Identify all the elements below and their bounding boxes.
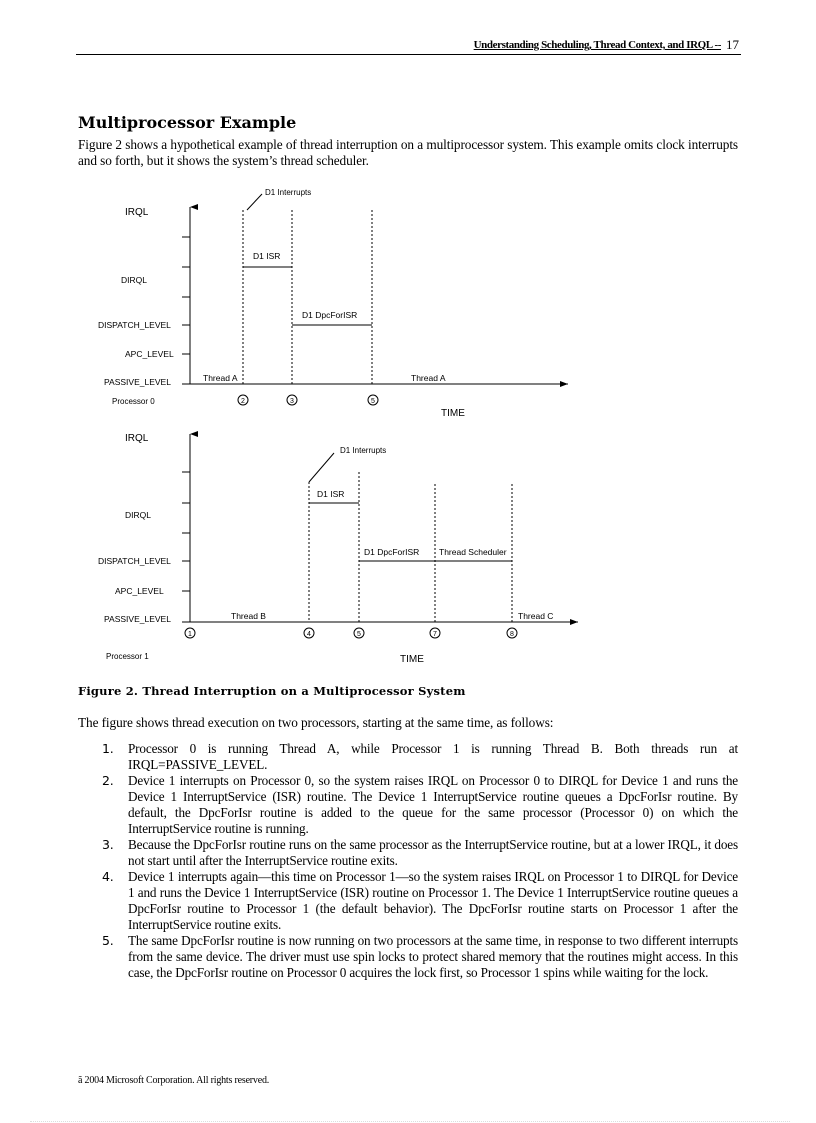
p1-marker-number: 5: [357, 631, 361, 638]
p1-level-passive: PASSIVE_LEVEL: [104, 614, 171, 624]
p1-level-dirql: DIRQL: [125, 510, 151, 520]
section-title: Multiprocessor Example: [78, 113, 297, 132]
list-item-text: Device 1 interrupts again—this time on Processor 1—so the system raises IRQL on Processor 1 to DIRQL for Device 1 and runs the Device 1 InterruptService (ISR) routine on Processor 1. The Device 1 InterruptService routine queues a DpcForIsr routine to Processor 1 (the default behavior). The DpcForIsr routine starts on Processor 1 after the InterruptService routine exits.: [128, 869, 738, 932]
p1-marker: [430, 628, 440, 638]
p1-isr-label: D1 ISR: [317, 489, 345, 499]
p0-marker-number: 3: [290, 398, 294, 405]
figure-caption: Figure 2. Thread Interruption on a Multiprocessor System: [78, 684, 466, 698]
processor1-chart: [98, 433, 578, 665]
list-item-number: 3.: [102, 837, 114, 852]
p0-level-dispatch: DISPATCH_LEVEL: [98, 320, 171, 330]
p1-irql-label: IRQL: [125, 433, 149, 444]
list-item: [78, 933, 738, 981]
page-number: 17: [726, 37, 739, 52]
list-item-text: The same DpcForIsr routine is now running on two processors at the same time, in response to two different interrupts from the same device. The driver must use spin locks to protect shared memory that the routines might access. In this case, the DpcForIsr routine on Processor 0 acquires the lock first, so Processor 1 spins while waiting for the lock.: [128, 933, 738, 980]
list-item-text: Device 1 interrupts on Processor 0, so the system raises IRQL on Processor 0 to DIRQL for Device 1 and runs the Device 1 InterruptService (ISR) routine. The Device 1 InterruptService routine queues a DpcForIsr routine. By default, the DpcForIsr routine is added to the queue for the same processor (Processor 0) on which the InterruptService routine is running.: [128, 773, 738, 836]
p1-thread-end: Thread C: [518, 611, 554, 621]
p1-marker: [354, 628, 364, 638]
p1-marker-number: 1: [188, 631, 192, 638]
list-item-number: 2.: [102, 773, 114, 788]
p1-level-apc: APC_LEVEL: [115, 586, 164, 596]
p1-interrupt-label: D1 Interrupts: [340, 446, 387, 455]
p1-marker-number: 8: [510, 631, 514, 638]
processor0-chart: [98, 188, 568, 419]
p0-dpc-label: D1 DpcForISR: [302, 310, 358, 320]
page-header: [76, 36, 741, 55]
list-item-number: 4.: [102, 869, 114, 884]
p0-marker: [368, 395, 378, 405]
p0-thread-start: Thread A: [203, 373, 238, 383]
p0-isr-label: D1 ISR: [253, 251, 281, 261]
list-item: [78, 773, 738, 837]
lead-paragraph: The figure shows thread execution on two processors, starting at the same time, as follows:: [78, 715, 554, 730]
steps-list: [78, 741, 738, 981]
thread-interruption-figure: [0, 178, 816, 678]
p0-interrupt-pointer: [247, 194, 262, 210]
page-bottom-divider: [30, 1121, 790, 1122]
p0-interrupt-label: D1 Interrupts: [265, 188, 312, 197]
p0-marker-number: 5: [371, 398, 375, 405]
p0-marker: [238, 395, 248, 405]
p0-processor-label: Processor 0: [112, 397, 155, 406]
p0-thread-end: Thread A: [411, 373, 446, 383]
p0-time-label: TIME: [441, 408, 465, 419]
p1-marker-number: 4: [307, 631, 311, 638]
list-item-number: 5.: [102, 933, 114, 948]
p1-marker: [507, 628, 517, 638]
intro-paragraph: Figure 2 shows a hypothetical example of thread interruption on a multiprocessor system. This example omits clock interrupts and so forth, but it shows the system’s thread scheduler.: [78, 137, 738, 168]
p1-scheduler-label: Thread Scheduler: [439, 547, 507, 557]
p0-level-dirql: DIRQL: [121, 275, 147, 285]
p1-interrupt-pointer: [309, 453, 334, 482]
list-item-number: 1.: [102, 741, 114, 756]
p1-thread-start: Thread B: [231, 611, 266, 621]
p0-marker: [287, 395, 297, 405]
p1-dpc-label: D1 DpcForISR: [364, 547, 420, 557]
p1-level-dispatch: DISPATCH_LEVEL: [98, 556, 171, 566]
list-item-text: Processor 0 is running Thread A, while Processor 1 is running Thread B. Both threads run at IRQL=PASSIVE_LEVEL.: [128, 741, 738, 772]
p0-marker-number: 2: [241, 398, 245, 405]
list-item-text: Because the DpcForIsr routine runs on the same processor as the InterruptService routine, but at a lower IRQL, it does not start until after the InterruptService routine exits.: [128, 837, 738, 868]
p0-level-passive: PASSIVE_LEVEL: [104, 377, 171, 387]
copyright-footer: ã 2004 Microsoft Corporation. All rights reserved.: [78, 1075, 270, 1086]
p1-marker: [185, 628, 195, 638]
p1-time-label: TIME: [400, 654, 424, 665]
list-item: [78, 741, 738, 773]
list-item: [78, 869, 738, 933]
list-item: [78, 837, 738, 869]
p1-marker: [304, 628, 314, 638]
p0-level-apc: APC_LEVEL: [125, 349, 174, 359]
running-header-title: Understanding Scheduling, Thread Context, and IRQL --: [473, 39, 721, 51]
p1-processor-label: Processor 1: [106, 652, 149, 661]
p0-irql-label: IRQL: [125, 207, 149, 218]
p1-marker-number: 7: [433, 631, 437, 638]
